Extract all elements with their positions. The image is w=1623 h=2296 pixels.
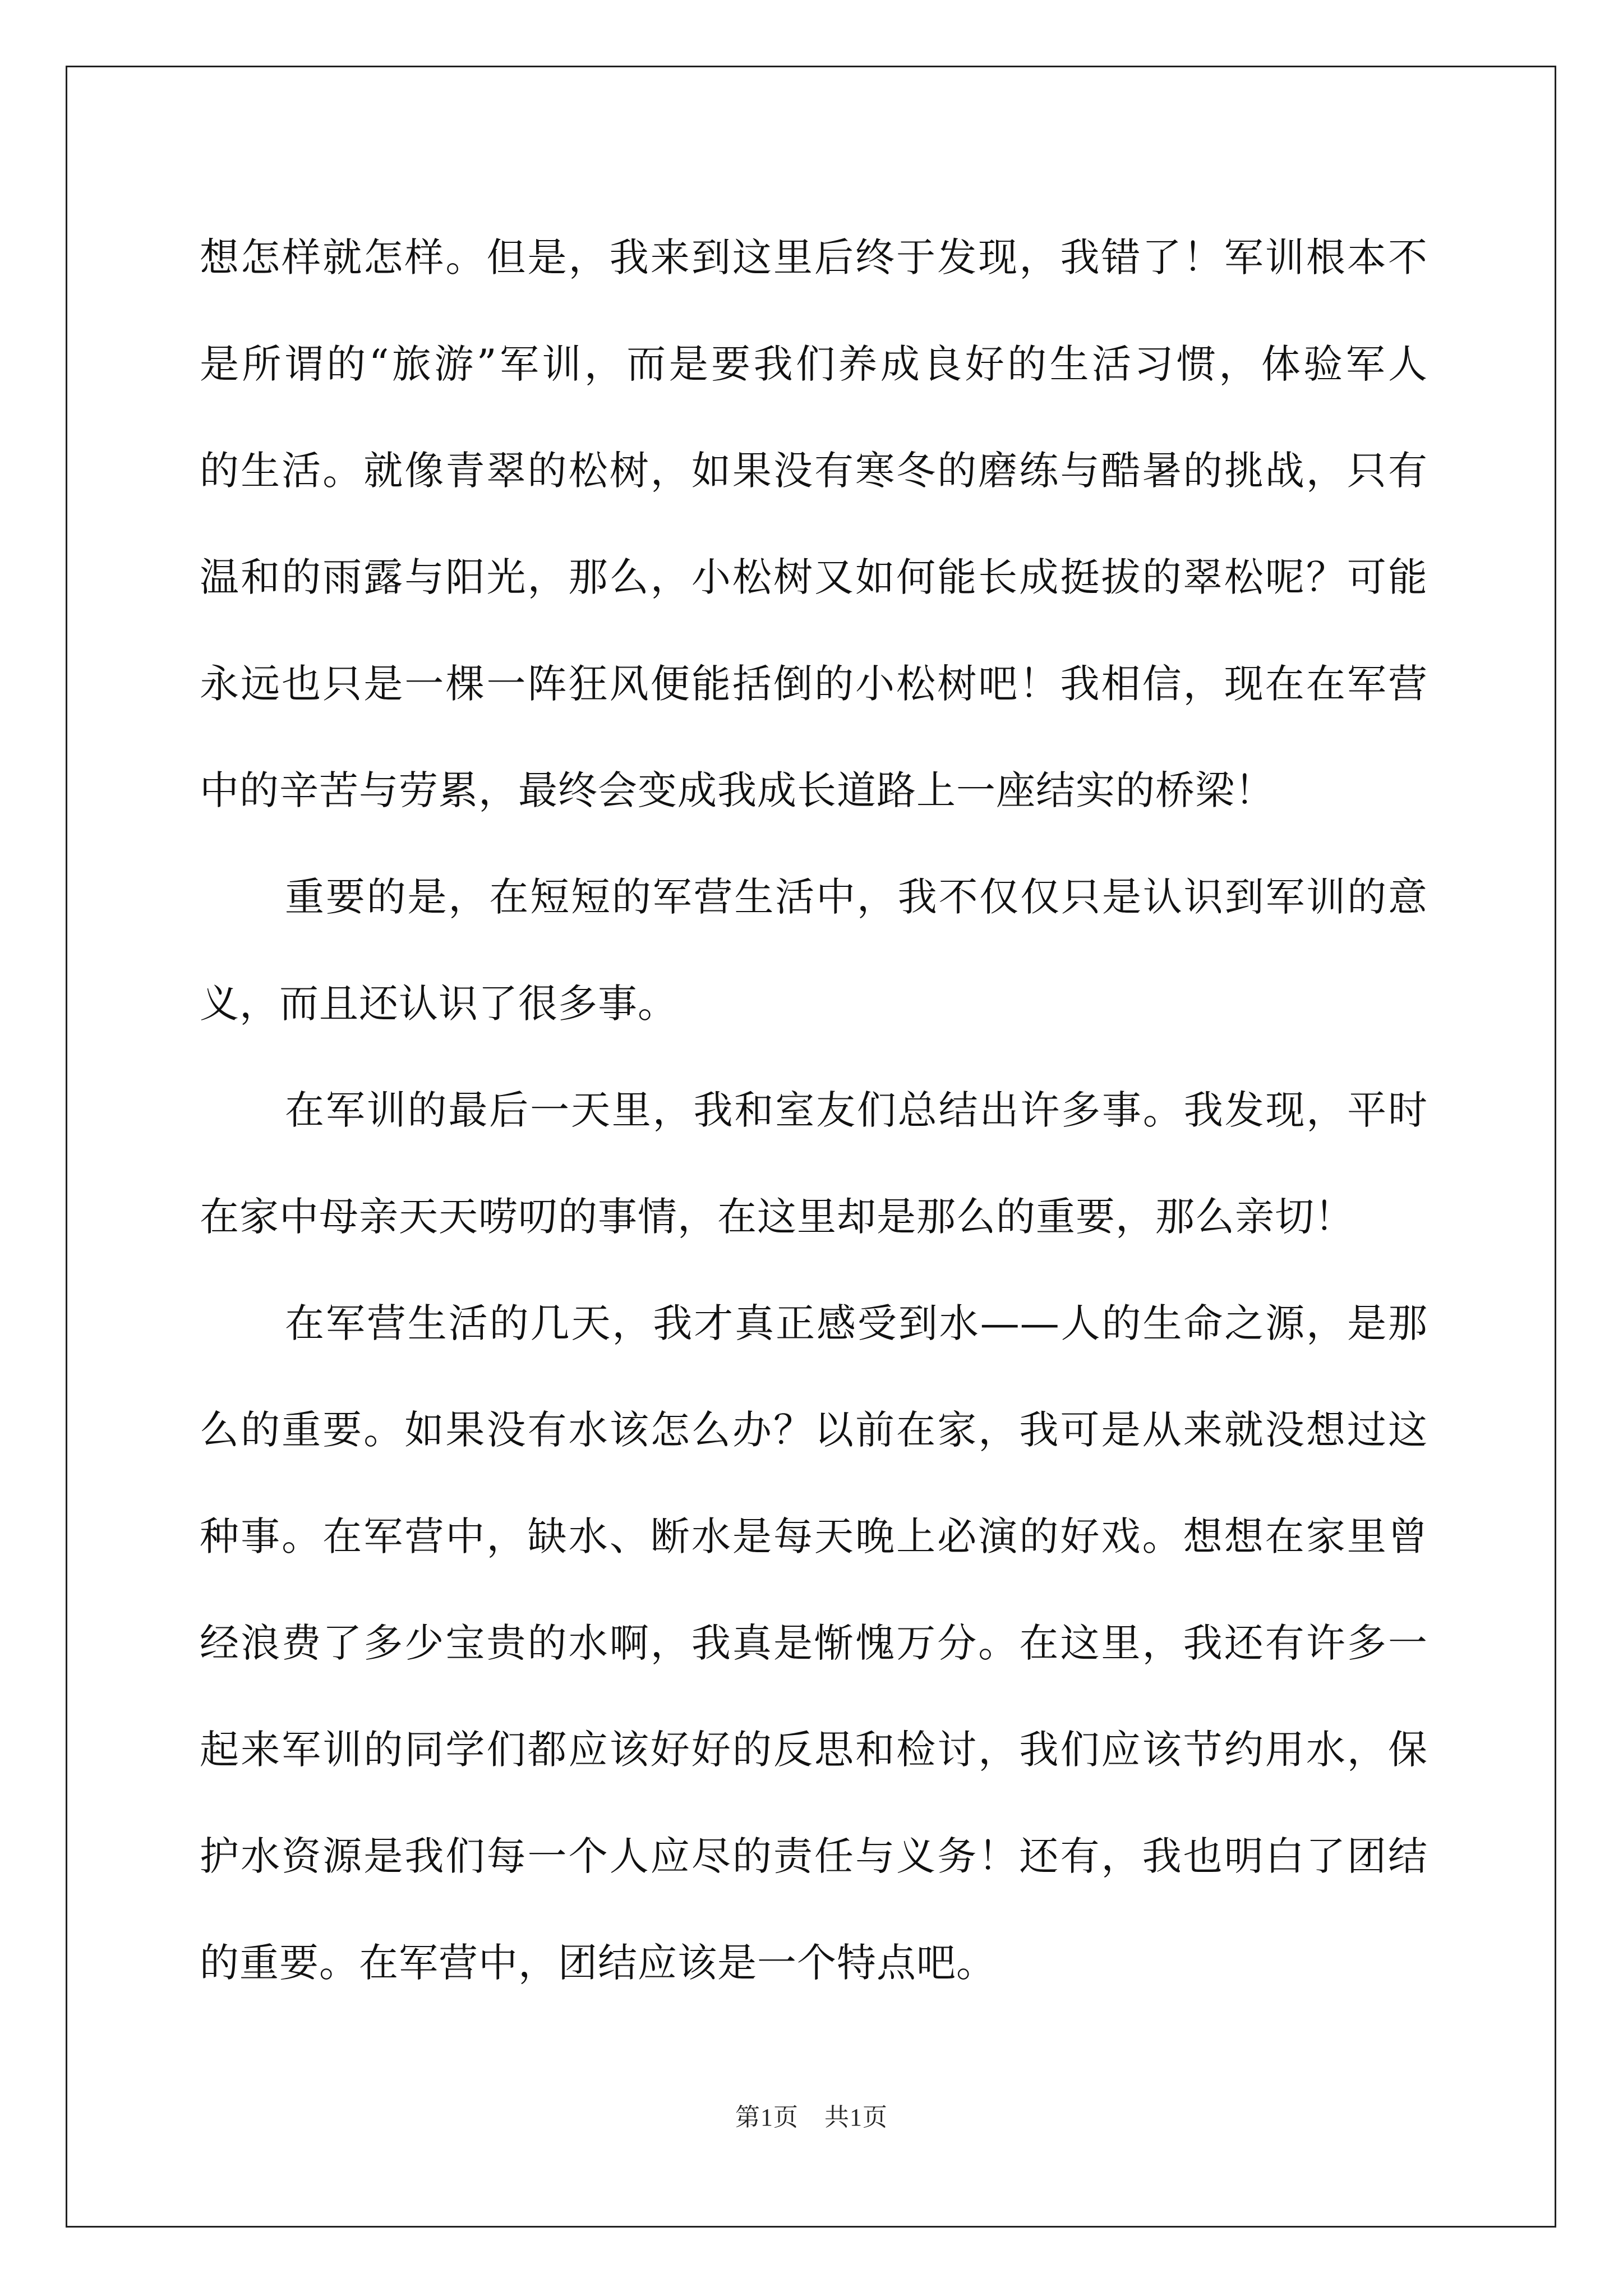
- page-total: 共1页: [824, 2104, 888, 2131]
- text-line: 的重要。在军营中，团结应该是一个特点吧。: [200, 1940, 996, 1986]
- text-line: 重要的是，在短短的军营生活中，我不仅仅只是认识到军训的意: [285, 874, 1428, 920]
- text-line: 么的重要。如果没有水该怎么办？以前在家，我可是从来就没想过这: [200, 1407, 1428, 1453]
- text-line: 起来军训的同学们都应该好好的反思和检讨，我们应该节约用水，保: [200, 1727, 1428, 1773]
- text-line: 在军营生活的几天，我才真正感受到水——人的生命之源，是那: [285, 1300, 1428, 1346]
- page-number: 第1页: [735, 2104, 799, 2131]
- text-line: 中的辛苦与劳累，最终会变成我成长道路上一座结实的桥梁！: [200, 767, 1275, 813]
- text-line: 是所谓的“旅游”军训，而是要我们养成良好的生活习惯，体验军人: [200, 341, 1428, 387]
- document-body: [200, 204, 1428, 2016]
- text-line: 的生活。就像青翠的松树，如果没有寒冬的磨练与酷暑的挑战，只有: [200, 448, 1428, 494]
- text-line: 在家中母亲天天唠叨的事情，在这里却是那么的重要，那么亲切！: [200, 1194, 1354, 1240]
- text-line: 想怎样就怎样。但是，我来到这里后终于发现，我错了！军训根本不: [200, 234, 1428, 280]
- paragraph-4: [200, 1270, 1428, 2016]
- text-line: 在军训的最后一天里，我和室友们总结出许多事。我发现，平时: [285, 1087, 1428, 1133]
- text-line: 种事。在军营中，缺水、断水是每天晚上必演的好戏。想想在家里曾: [200, 1513, 1428, 1559]
- paragraph-1: [200, 204, 1428, 844]
- paragraph-2: [200, 844, 1428, 1057]
- page-footer: [0, 2101, 1623, 2134]
- text-line: 义，而且还认识了很多事。: [200, 981, 677, 1027]
- text-line: 温和的雨露与阳光，那么，小松树又如何能长成挺拔的翠松呢？可能: [200, 554, 1428, 600]
- text-line: 永远也只是一棵一阵狂风便能括倒的小松树吧！我相信，现在在军营: [200, 661, 1428, 707]
- paragraph-3: [200, 1057, 1428, 1270]
- text-line: 护水资源是我们每一个人应尽的责任与义务！还有，我也明白了团结: [200, 1833, 1428, 1879]
- text-line: 经浪费了多少宝贵的水啊，我真是惭愧万分。在这里，我还有许多一: [200, 1620, 1428, 1666]
